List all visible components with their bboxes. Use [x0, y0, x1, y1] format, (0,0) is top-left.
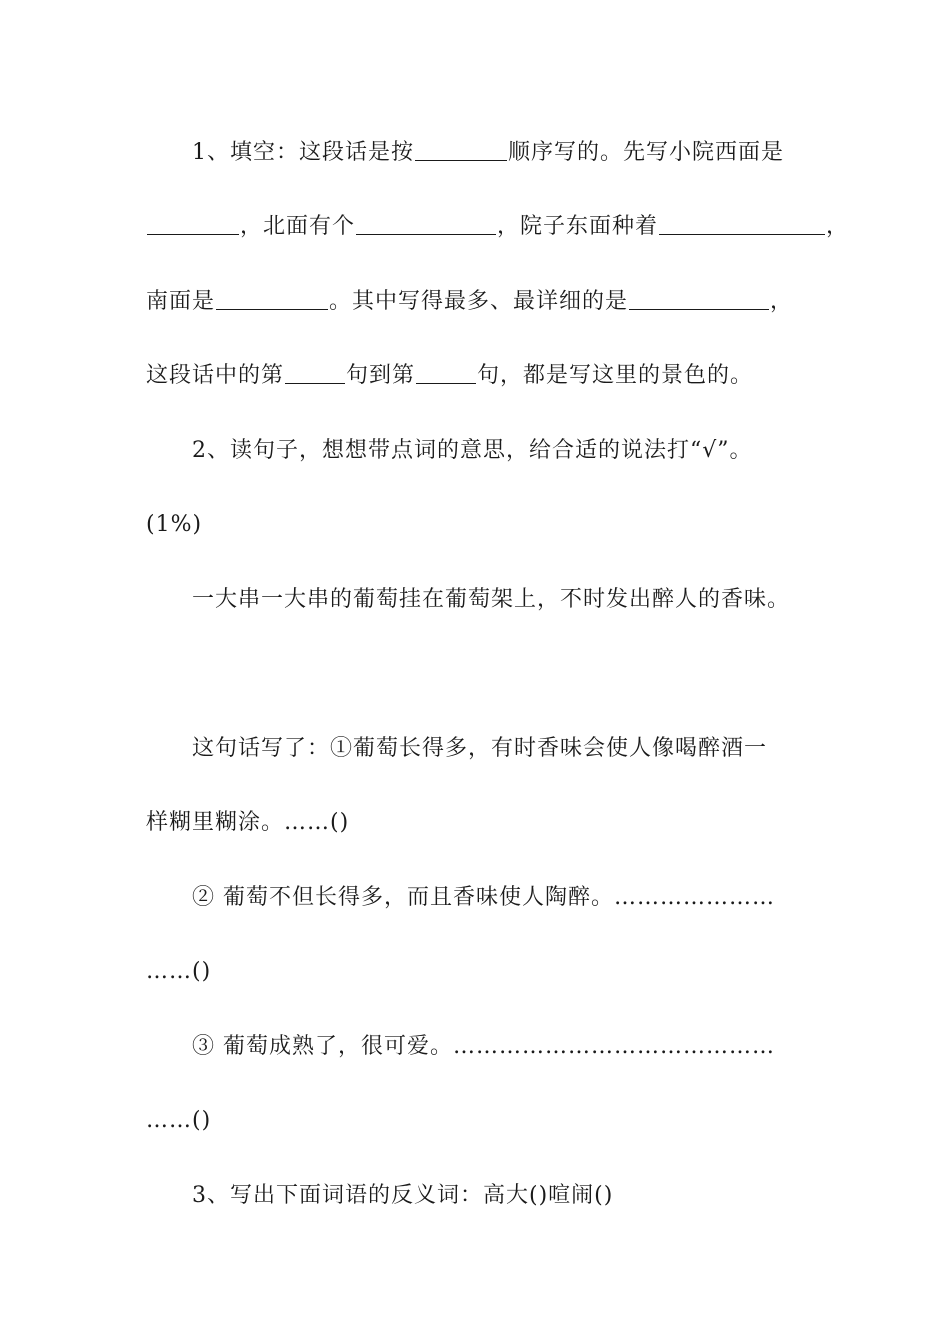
q2-sentence: 一大串一大串的葡萄挂在葡萄架上，不时发出醉人的香味。	[192, 587, 791, 612]
blank-sentence-to[interactable]	[416, 361, 476, 384]
q2-title: 2、读句子，想想带点词的意思，给合适的说法打“√”。	[192, 438, 753, 463]
q2-option-3-line-1: ③ 葡萄成熟了，很可爱。……………………………………	[192, 1034, 775, 1059]
blank-east[interactable]	[659, 212, 825, 235]
q3-text: 3、写出下面词语的反义词：高大()喧闹()	[192, 1183, 614, 1208]
q1-text-e: ，	[826, 214, 850, 239]
q2-score: (1%)	[146, 512, 203, 537]
q2-option-2-line-1: ② 葡萄不但长得多，而且香味使人陶醉。…………………	[192, 885, 775, 910]
q1-line-3	[146, 287, 810, 317]
q1-text-b: 顺序写的。先写小院西面是	[508, 140, 785, 165]
q1-text-k: 句，都是写这里的景色的。	[477, 363, 754, 388]
q1-text-i: 这段话中的第	[146, 363, 285, 388]
q1-line-1	[192, 138, 810, 168]
q1-text-a: 1、填空：这段话是按	[192, 140, 414, 165]
q1-line-4	[146, 361, 810, 391]
q1-text-c: ，北面有个	[240, 214, 356, 239]
blank-west[interactable]	[147, 212, 239, 235]
blank-order[interactable]	[415, 138, 507, 161]
blank-south[interactable]	[216, 287, 328, 310]
q1-text-j: 句到第	[346, 363, 416, 388]
q2-option-2-line-2[interactable]: ……()	[146, 959, 212, 984]
blank-sentence-from[interactable]	[285, 361, 345, 384]
q2-option-1-line-1: 这句话写了：①葡萄长得多，有时香味会使人像喝醉酒一	[192, 736, 768, 761]
q2-option-1-line-2[interactable]: 样糊里糊涂。……()	[146, 810, 350, 835]
q1-line-2	[146, 212, 850, 242]
blank-most-detailed[interactable]	[629, 287, 769, 310]
blank-north[interactable]	[356, 212, 496, 235]
q1-text-d: ，院子东面种着	[497, 214, 659, 239]
q1-text-g: 。其中写得最多、最详细的是	[329, 289, 629, 314]
q1-text-h: ，	[770, 289, 794, 314]
q1-text-f: 南面是	[146, 289, 216, 314]
q2-option-3-line-2[interactable]: ……()	[146, 1108, 212, 1133]
